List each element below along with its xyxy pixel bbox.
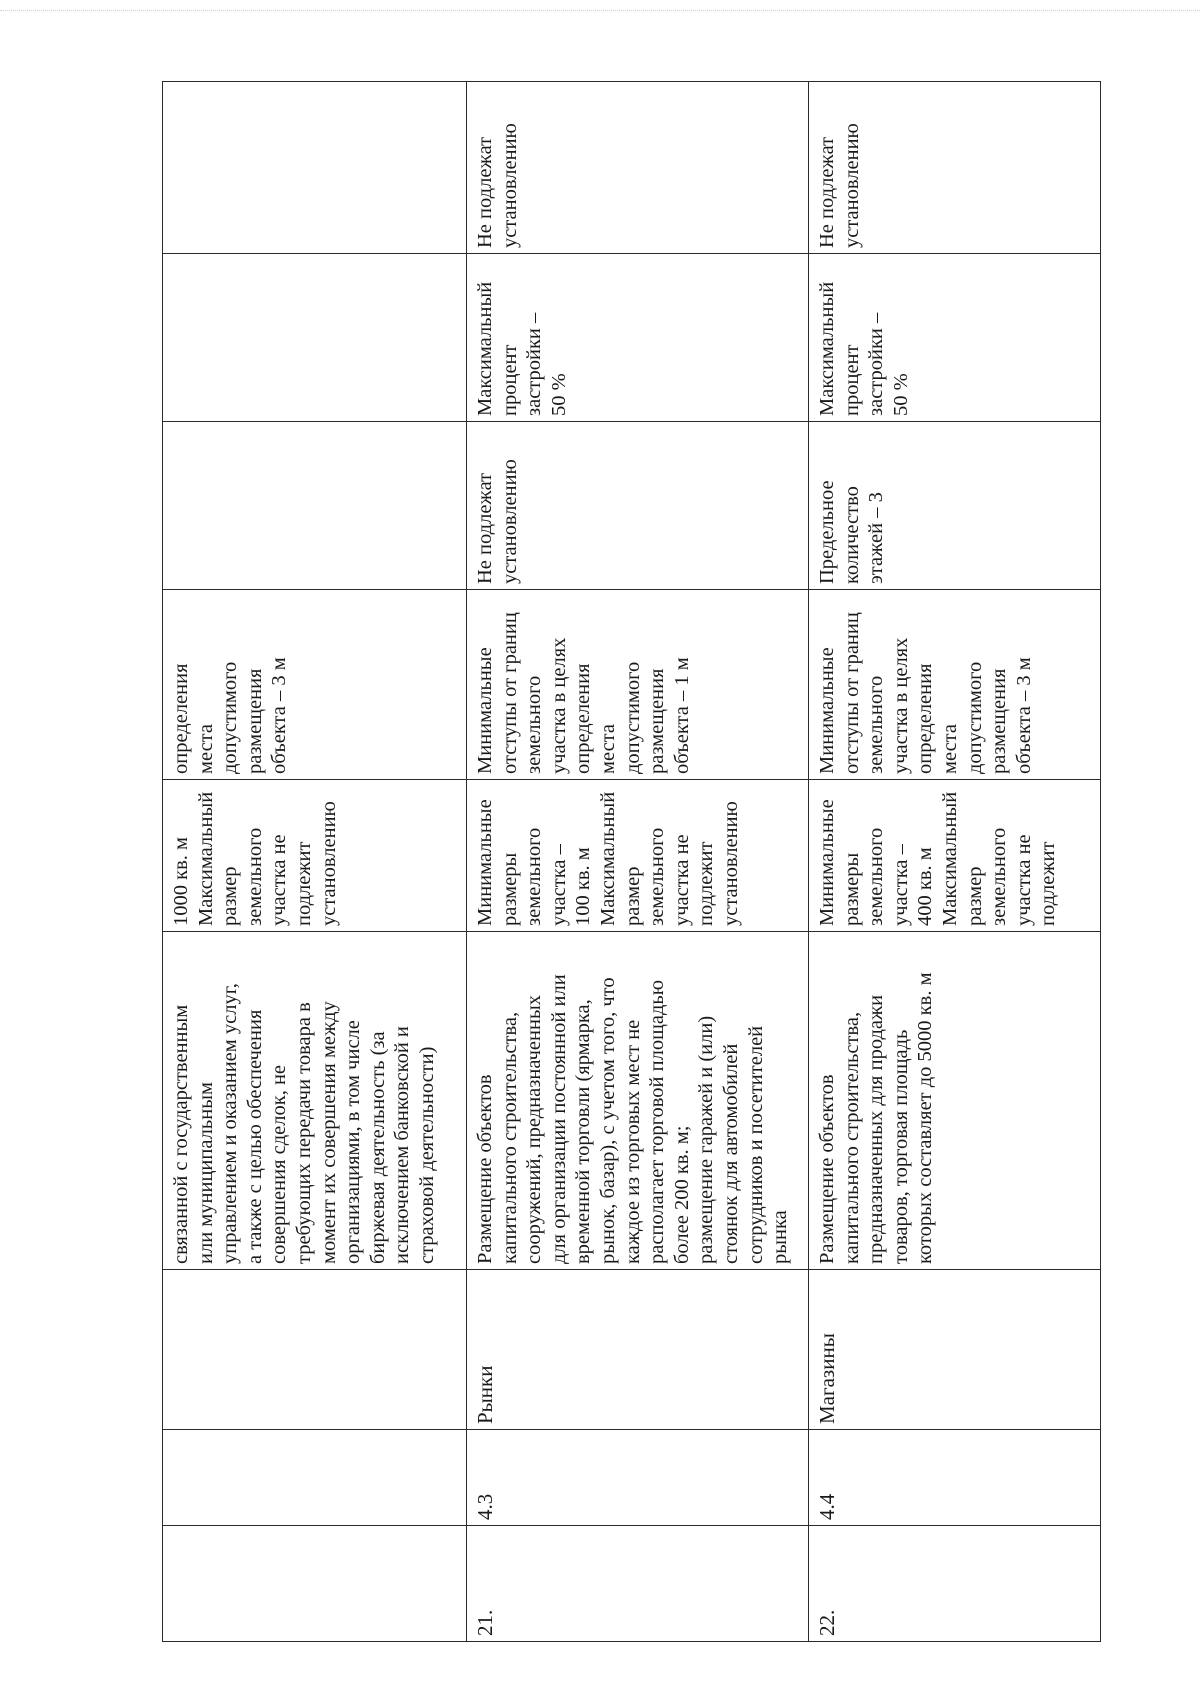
table-row xyxy=(467,82,809,1642)
use-description-cell: Размещение объектов капитального строительства, сооружений, предназначенных для организации постоянной или временной торговли (ярмарка, рынок, базар), с учетом того, что каждое из торговых мест не располагает торговой площадью более 200 кв. м; размещение гаражей и (или) стоянок для автомобилей сотрудников и посетителей рынка xyxy=(467,932,809,1270)
scan-edge-line xyxy=(0,10,1200,11)
other-params-cell xyxy=(163,82,467,254)
row-number-cell: 21. xyxy=(467,1526,809,1642)
table-row xyxy=(809,82,1101,1642)
setbacks-cell: определения места допустимого размещения объекта – 3 м xyxy=(163,590,467,780)
use-code-cell xyxy=(163,1430,467,1526)
use-code-cell: 4.4 xyxy=(809,1430,1101,1526)
use-name-cell: Рынки xyxy=(467,1270,809,1430)
plot-size-cell: Минимальные размеры земельного участка – 100 кв. м Максимальный размер земельного участка не подлежит установлению xyxy=(467,780,809,932)
setbacks-cell: Минимальные отступы от границ земельного участка в целях определения места допустимого размещения объекта – 3 м xyxy=(809,590,1101,780)
use-description-cell: связанной с государственным или муниципальным управлением и оказанием услуг, а также с целью обеспечения совершения сделок, не требующих передачи товара в момент их совершения между организациями, в том числе биржевая деятельность (за исключением банковской и страховой деятельности) xyxy=(163,932,467,1270)
row-number-cell xyxy=(163,1526,467,1642)
coverage-cell xyxy=(163,254,467,422)
use-description-cell: Размещение объектов капитального строительства, предназначенных для продажи товаров, торговая площадь которых составляет до 5000 кв. м xyxy=(809,932,1101,1270)
zoning-regulations-table xyxy=(162,81,1101,1642)
coverage-cell: Максимальный процент застройки – 50 % xyxy=(467,254,809,422)
plot-size-cell: 1000 кв. м Максимальный размер земельного участка не подлежит установлению xyxy=(163,780,467,932)
plot-size-cell: Минимальные размеры земельного участка – 400 кв. м Максимальный размер земельного участка не подлежит xyxy=(809,780,1101,932)
row-number-cell: 22. xyxy=(809,1526,1101,1642)
floors-cell: Предельное количество этажей – 3 xyxy=(809,422,1101,590)
floors-cell xyxy=(163,422,467,590)
use-name-cell xyxy=(163,1270,467,1430)
use-code-cell: 4.3 xyxy=(467,1430,809,1526)
rotated-page xyxy=(162,82,1100,1642)
floors-cell: Не подлежат установлению xyxy=(467,422,809,590)
coverage-cell: Максимальный процент застройки – 50 % xyxy=(809,254,1101,422)
use-name-cell: Магазины xyxy=(809,1270,1101,1430)
setbacks-cell: Минимальные отступы от границ земельного участка в целях определения места допустимого размещения объекта – 1 м xyxy=(467,590,809,780)
other-params-cell: Не подлежат установлению xyxy=(809,82,1101,254)
table-row xyxy=(163,82,467,1642)
other-params-cell: Не подлежат установлению xyxy=(467,82,809,254)
